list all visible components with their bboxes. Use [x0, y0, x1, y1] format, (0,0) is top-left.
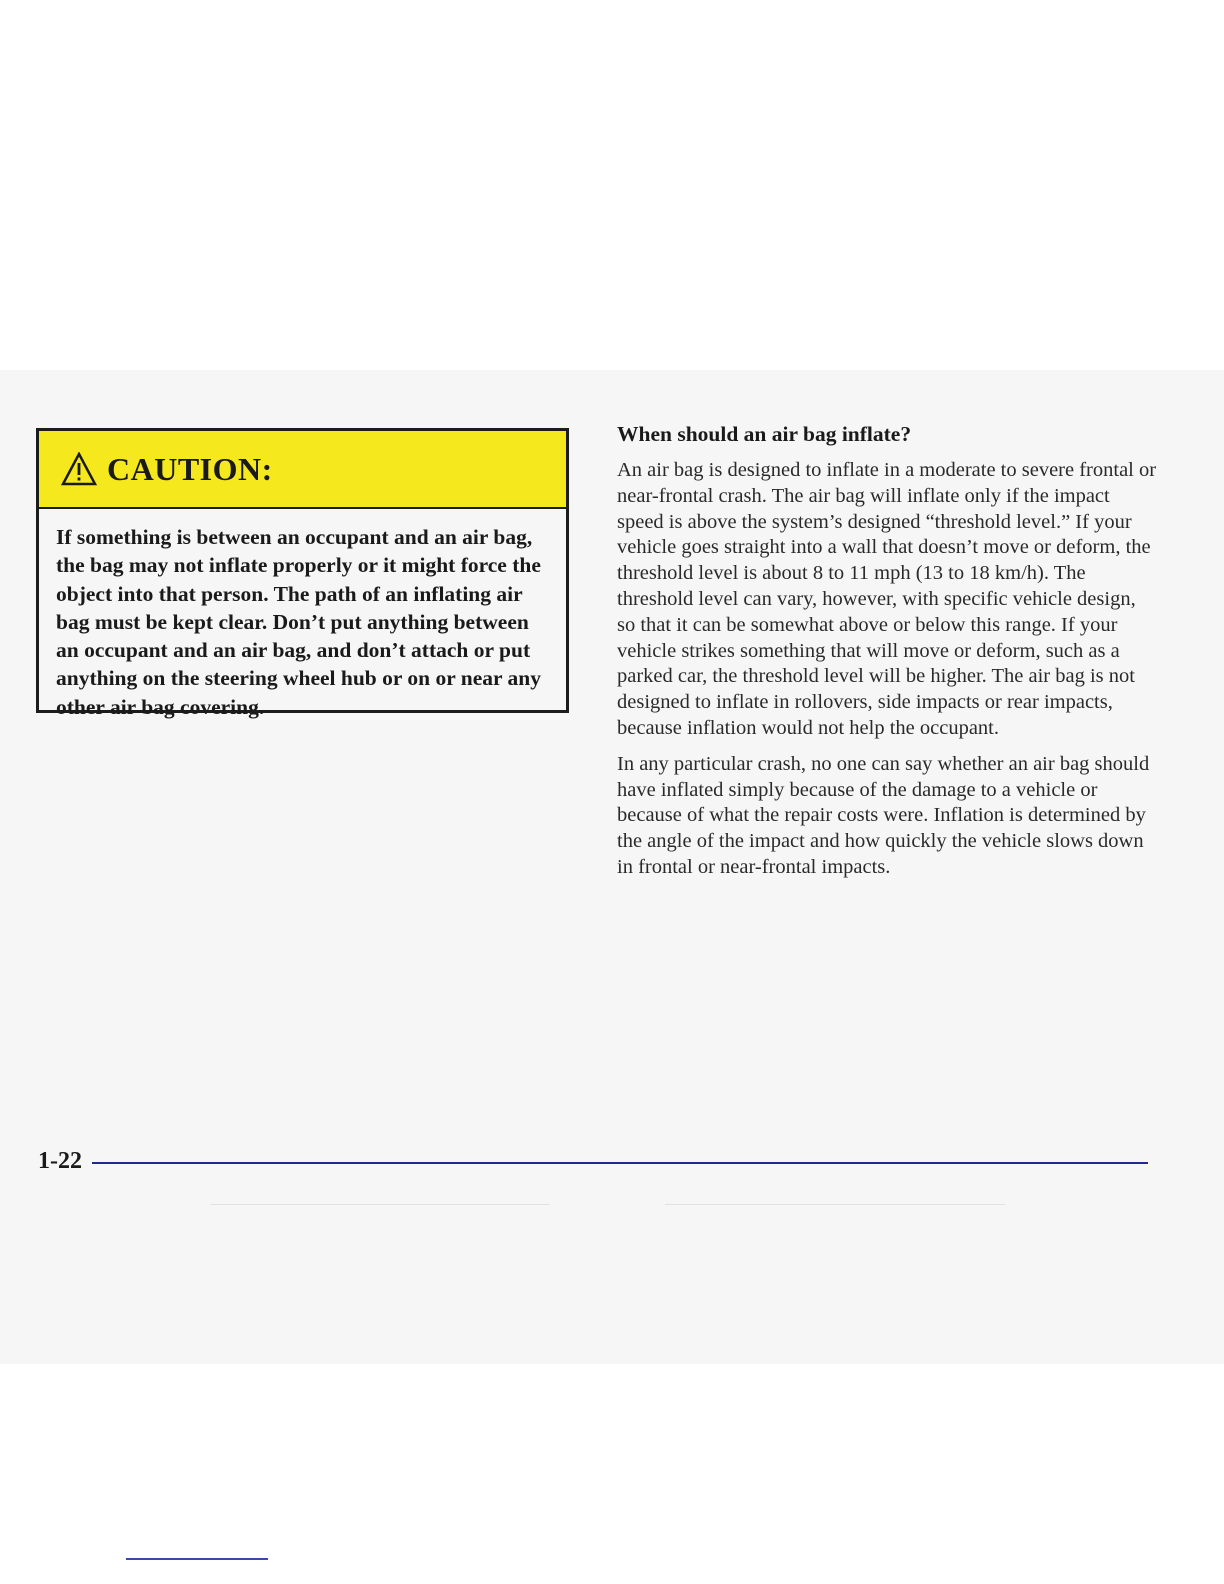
- caution-header: [39, 431, 566, 509]
- caution-text: If something is between an occupant and an air bag, the bag may not inflate properly or it might force the object into that person. The path of an inflating air bag must be kept clear. Don’t put anything between an occupant and an air bag, and don’t attach or put anything on the steering wheel hub or on or near any other air bag covering.: [56, 525, 541, 719]
- air-bag-inflation-section: [617, 420, 1157, 891]
- page-footer: [38, 1146, 1148, 1176]
- section-heading: When should an air bag inflate?: [617, 422, 912, 446]
- warning-triangle-icon: [61, 452, 97, 486]
- paragraph-threshold: An air bag is designed to inflate in a moderate to severe frontal or near-frontal crash. The air bag will inflate only if the impact speed is above the system’s designed “threshold level.” If your vehicle goes straight into a wall that doesn’t move or deform, the threshold level is about 8 to 11 mph (13 to 18 km/h). The threshold level can vary, however, with specific vehicle design, so that it can be somewhat above or below this range. If your vehicle strikes something that will move or deform, such as a parked car, the threshold level will be higher. The air bag is not designed to inflate in rollovers, side impacts or rear impacts, because inflation would not help the occupant.: [617, 459, 1157, 739]
- scan-artifact-line: [210, 1204, 550, 1205]
- scan-artifact-line: [665, 1204, 1005, 1205]
- bottom-rule-mark: [126, 1558, 268, 1560]
- page-number: 1-22: [38, 1147, 82, 1174]
- paragraph-crash-damage: In any particular crash, no one can say whether an air bag should have inflated simply because of the damage to a vehicle or because of what the repair costs were. Inflation is determined by the angle of the impact and how quickly the vehicle slows down in frontal or near-frontal impacts.: [617, 752, 1150, 878]
- caution-box: [36, 428, 569, 719]
- footer-rule: [92, 1162, 1148, 1164]
- caution-title: CAUTION:: [107, 450, 273, 487]
